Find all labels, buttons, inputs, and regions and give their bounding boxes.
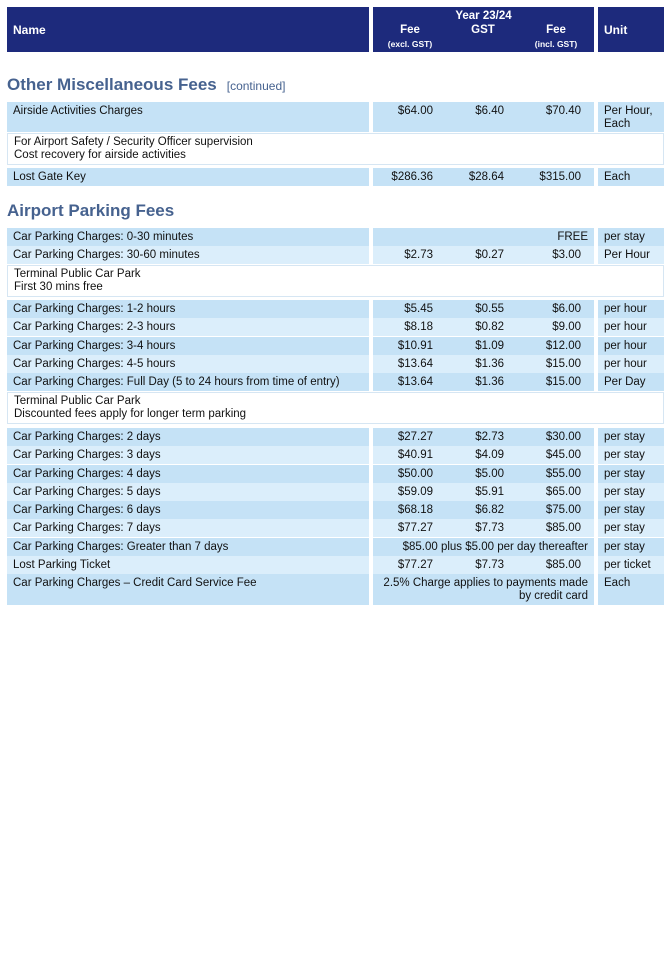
note-line-1: For Airport Safety / Security Officer supervision	[14, 136, 253, 148]
row-fee-group	[373, 428, 594, 446]
table-row	[7, 337, 664, 355]
row-fee-group	[373, 228, 594, 246]
row-total: $12.00	[545, 340, 581, 352]
row-fee: $64.00	[397, 105, 433, 117]
table-row	[7, 538, 664, 556]
note-block	[7, 265, 664, 297]
row-fee-group	[373, 501, 594, 519]
row-unit: per hour	[598, 300, 664, 318]
row-gst: $0.55	[475, 303, 504, 315]
row-fee: $27.27	[397, 431, 433, 443]
row-total: $9.00	[552, 321, 581, 333]
row-name: Car Parking Charges: 6 days	[7, 501, 369, 519]
header-year-label: Year 23/24	[455, 10, 512, 22]
row-unit: Per Day	[598, 373, 664, 391]
row-fee: $10.91	[397, 340, 433, 352]
row-unit: per stay	[598, 428, 664, 446]
row-fee: $13.64	[397, 358, 433, 370]
note-line-2: Cost recovery for airside activities	[14, 149, 186, 161]
row-name: Airside Activities Charges	[7, 102, 369, 132]
table-row	[7, 574, 664, 605]
row-gst: $1.36	[475, 358, 504, 370]
row-fee: $13.64	[397, 376, 433, 388]
row-fee-group	[373, 373, 594, 391]
row-total: $65.00	[545, 486, 581, 498]
row-unit: per stay	[598, 465, 664, 483]
header-name-cell	[7, 7, 369, 52]
row-fee-group	[373, 538, 594, 556]
row-unit: per stay	[598, 446, 664, 464]
row-fee: $40.91	[397, 449, 433, 461]
row-gst: $0.27	[475, 249, 504, 261]
row-fee: $68.18	[397, 504, 433, 516]
header-fee-excl: Fee	[400, 24, 420, 36]
row-fee-group	[373, 519, 594, 537]
row-fee-span: FREE	[557, 231, 588, 243]
row-unit: per hour	[598, 318, 664, 336]
row-fee-group	[373, 318, 594, 336]
row-fee-group	[373, 556, 594, 574]
row-name: Car Parking Charges: 4 days	[7, 465, 369, 483]
table-row	[7, 355, 664, 373]
table-row	[7, 168, 664, 186]
table-row	[7, 483, 664, 501]
row-name: Lost Gate Key	[7, 168, 369, 186]
row-fee-group	[373, 355, 594, 373]
row-gst: $4.09	[475, 449, 504, 461]
row-gst: $1.09	[475, 340, 504, 352]
note-line-2: Discounted fees apply for longer term parking	[14, 408, 247, 420]
row-total: $70.40	[545, 105, 581, 117]
row-total: $55.00	[545, 468, 581, 480]
row-name: Car Parking Charges: 2-3 hours	[7, 318, 369, 336]
note-line-1: Terminal Public Car Park	[14, 395, 141, 407]
row-total: $15.00	[545, 358, 581, 370]
row-gst: $1.36	[475, 376, 504, 388]
row-unit: per ticket	[598, 556, 664, 574]
row-fee-group	[373, 246, 594, 264]
header-fee-incl: Fee	[546, 24, 566, 36]
row-name: Car Parking Charges: Greater than 7 days	[7, 538, 369, 556]
row-unit: per stay	[598, 538, 664, 556]
row-fee: $2.73	[404, 249, 433, 261]
row-fee: $8.18	[404, 321, 433, 333]
note-block	[7, 133, 664, 165]
row-total: $315.00	[539, 171, 581, 183]
table-row	[7, 519, 664, 537]
section-title-parking	[7, 201, 174, 221]
row-fee-group	[373, 483, 594, 501]
row-unit: per hour	[598, 337, 664, 355]
table-row	[7, 428, 664, 446]
row-name: Car Parking Charges: 3 days	[7, 446, 369, 464]
row-unit: per stay	[598, 519, 664, 537]
row-gst: $2.73	[475, 431, 504, 443]
row-fee-span: $85.00 plus $5.00 per day thereafter	[402, 541, 588, 553]
row-unit: Each	[598, 574, 664, 605]
header-name-label: Name	[13, 23, 46, 37]
row-total: $85.00	[545, 559, 581, 571]
row-name: Car Parking Charges: 30-60 minutes	[7, 246, 369, 264]
row-name: Car Parking Charges: 5 days	[7, 483, 369, 501]
header-unit-cell	[598, 7, 664, 52]
table-row	[7, 556, 664, 574]
row-gst: $5.00	[475, 468, 504, 480]
table-row	[7, 246, 664, 264]
table-row	[7, 501, 664, 519]
row-name: Car Parking Charges: 2 days	[7, 428, 369, 446]
row-fee-group	[373, 102, 594, 132]
table-row	[7, 228, 664, 246]
row-unit: Per Hour	[598, 246, 664, 264]
row-total: $30.00	[545, 431, 581, 443]
note-block	[7, 392, 664, 424]
header-gst: GST	[471, 24, 495, 36]
header-year-cell	[373, 7, 594, 52]
row-gst: $28.64	[468, 171, 504, 183]
row-fee-group	[373, 446, 594, 464]
table-row	[7, 465, 664, 483]
row-fee: $59.09	[397, 486, 433, 498]
row-fee: $77.27	[397, 559, 433, 571]
row-unit: per hour	[598, 355, 664, 373]
row-gst: $0.82	[475, 321, 504, 333]
row-gst: $7.73	[475, 559, 504, 571]
row-fee-group	[373, 300, 594, 318]
row-fee-group	[373, 168, 594, 186]
row-name: Car Parking Charges: 1-2 hours	[7, 300, 369, 318]
row-fee: $77.27	[397, 522, 433, 534]
row-unit: Per Hour, Each	[598, 102, 664, 132]
row-name: Car Parking Charges: 0-30 minutes	[7, 228, 369, 246]
section-title-misc	[7, 75, 285, 95]
row-total: $15.00	[545, 376, 581, 388]
row-name: Lost Parking Ticket	[7, 556, 369, 574]
row-fee: $50.00	[397, 468, 433, 480]
row-fee-group	[373, 465, 594, 483]
table-row	[7, 300, 664, 318]
table-row	[7, 102, 664, 132]
row-total: $45.00	[545, 449, 581, 461]
row-unit: per stay	[598, 501, 664, 519]
section-title-misc-text: Other Miscellaneous Fees	[7, 75, 217, 94]
row-fee-group	[373, 337, 594, 355]
row-fee: $286.36	[391, 171, 433, 183]
row-gst: $6.40	[475, 105, 504, 117]
section-title-parking-text: Airport Parking Fees	[7, 201, 175, 220]
header-unit-label: Unit	[604, 23, 628, 37]
row-gst: $5.91	[475, 486, 504, 498]
row-total: $85.00	[545, 522, 581, 534]
row-name: Car Parking Charges: 3-4 hours	[7, 337, 369, 355]
row-unit: per stay	[598, 228, 664, 246]
continued-label: [continued]	[226, 79, 286, 93]
note-line-1: Terminal Public Car Park	[14, 268, 141, 280]
note-line-2: First 30 mins free	[14, 281, 103, 293]
row-gst: $7.73	[475, 522, 504, 534]
table-row	[7, 318, 664, 336]
row-unit: Each	[598, 168, 664, 186]
header-fee-excl-sub: (excl. GST)	[387, 39, 433, 49]
row-name: Car Parking Charges – Credit Card Service Fee	[7, 574, 369, 605]
table-row	[7, 373, 664, 391]
row-unit: per stay	[598, 483, 664, 501]
row-name: Car Parking Charges: Full Day (5 to 24 hours from time of entry)	[7, 373, 369, 391]
row-fee-span: 2.5% Charge applies to payments made by credit card	[383, 577, 588, 602]
row-total: $3.00	[552, 249, 581, 261]
header-fee-incl-sub: (incl. GST)	[534, 39, 578, 49]
row-fee-group	[373, 574, 594, 605]
row-fee: $5.45	[404, 303, 433, 315]
row-total: $6.00	[552, 303, 581, 315]
table-row	[7, 446, 664, 464]
row-name: Car Parking Charges: 7 days	[7, 519, 369, 537]
row-total: $75.00	[545, 504, 581, 516]
row-gst: $6.82	[475, 504, 504, 516]
row-name: Car Parking Charges: 4-5 hours	[7, 355, 369, 373]
